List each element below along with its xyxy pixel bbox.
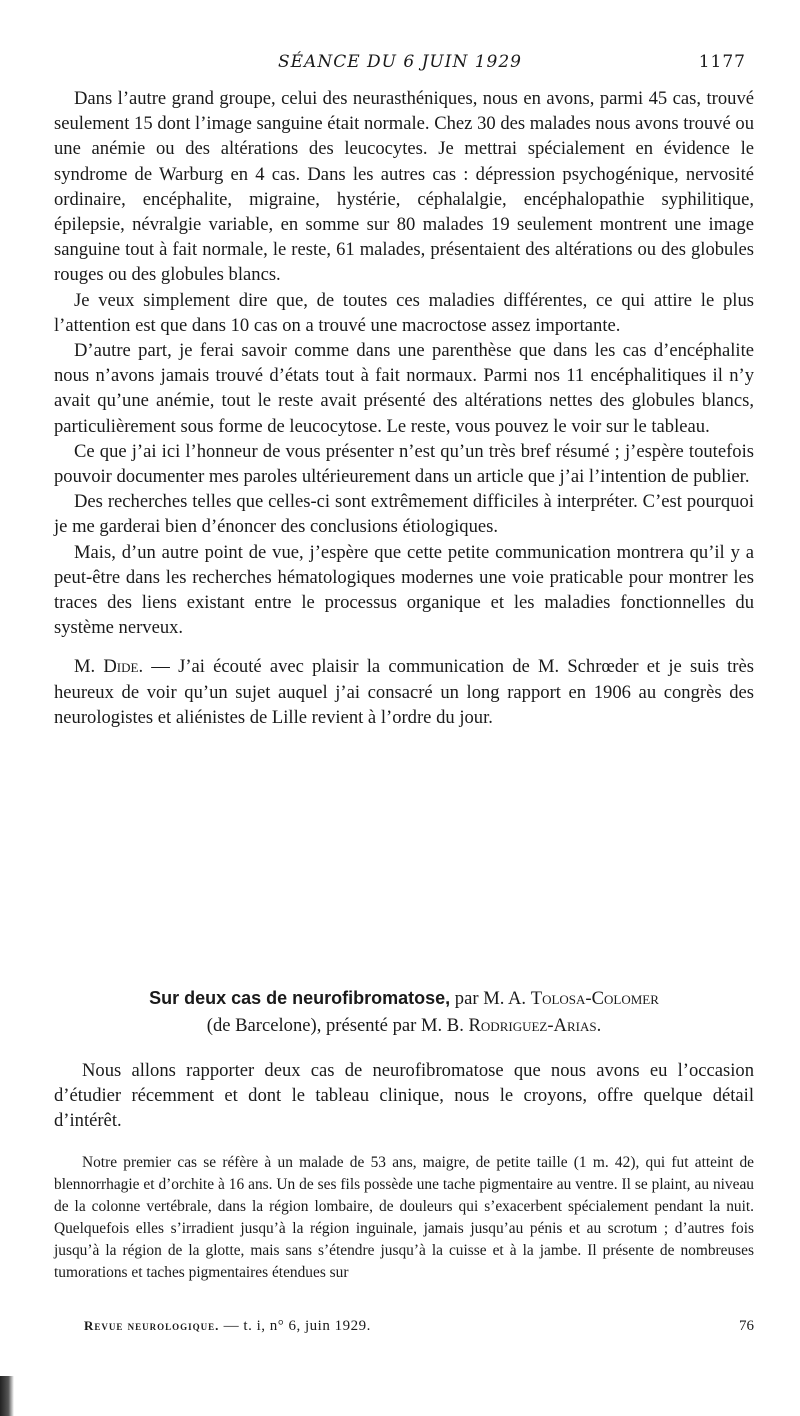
article-by: par M. A. [450, 988, 531, 1009]
article-intro [54, 1058, 754, 1134]
article-subtitle-line [54, 1012, 754, 1039]
page-number: 1177 [698, 52, 746, 72]
article-title: Sur deux cas de neurofibromatose, [149, 988, 451, 1008]
paragraph: D’autre part, je ferai savoir comme dans une parenthèse que dans les cas d’encéphalite nous n’avons jamais trouvé d’états tout à fait normaux. Parmi nos 11 encéphalitiques il n’y avait qu’une anémie, tout le reste avait présenté des altérations nettes des globules blancs, particulièrement sous forme de leucocytose. Le reste, vous pouvez le voir sur le tableau. [54, 340, 754, 437]
dide-remark [54, 654, 754, 730]
paragraph: Dans l’autre grand groupe, celui des neurasthéniques, nous en avons, parmi 45 cas, trouvé seulement 15 dont l’image sanguine était normale. Chez 30 des malades nous avons trouvé ou une anémie ou des altérations des leucocytes. Je mettrai spécialement en évidence le syndrome de Warburg en 4 cas. Dans les autres cas : dépression psychogénique, nervosité ordinaire, encéphalite, migraine, hystérie, céphalalgie, encéphalopathie syphilitique, épilepsie, névralgie variable, en somme sur 80 malades 19 seulement montrent une image sanguine tout à fait normale, le reste, 61 malades, présentaient des altérations ou des globules rouges ou des globules blancs. [54, 88, 754, 286]
paragraph: Des recherches telles que celles-ci sont extrêmement difficiles à interpréter. C’est pourquoi je me garderai bien d’énoncer des conclusions étiologiques. [54, 491, 754, 538]
case-description [54, 1152, 754, 1284]
article-heading [54, 985, 754, 1039]
header-title: SÉANCE DU 6 JUIN 1929 [277, 52, 522, 72]
main-text [54, 86, 754, 730]
paragraph: Je veux simplement dire que, de toutes ces maladies différentes, ce qui attire le plus l’attention est que dans 10 cas on a trouvé une macroctose assez importante. [54, 289, 754, 336]
speaker-name: M. Dide. [74, 656, 144, 678]
paragraph: Ce que j’ai ici l’honneur de vous présenter n’est qu’un très bref résumé ; j’espère toutefois pouvoir documenter mes paroles ultérieurement dans un article que j’ai l’intention de publier. [54, 440, 754, 488]
sheet-number: 76 [739, 1318, 754, 1334]
paragraph: Mais, d’un autre point de vue, j’espère que cette petite communication montrera qu’il y a peut-être dans les recherches hématologiques modernes une voie praticable pour montrer les traces des liens existant entre le processus organique et les maladies fonctionnelles du système nerveux. [54, 541, 754, 639]
article-title-line [54, 985, 754, 1012]
presenter-name: Rodriguez-Arias [468, 1015, 597, 1036]
journal-issue: — t. i, n° 6, juin 1929. [219, 1318, 371, 1334]
running-header [44, 52, 756, 76]
author-name: Tolosa-Colomer [530, 988, 659, 1009]
journal-info [84, 1318, 371, 1335]
punctuation: . [596, 1015, 602, 1036]
paragraph: Notre premier cas se réfère à un malade de 53 ans, maigre, de petite taille (1 m. 42), qui fut atteint de blennorrhagie et d’orchite à 16 ans. Un de ses fils possède une tache pigmentaire au ventre. Il se plaint, au niveau de la colonne vertébrale, dans la région lombaire, de douleurs qui s’exacerbent spécialement pendant la nuit. Quelquefois elles s’irradient jusqu’à la région inguinale, jamais jusqu’au pénis et au scrotum ; d’autres fois jusqu’à la région de la glotte, mais sans s’étendre jusqu’à la cuisse et à la jambe. Il présente de nombreuses tumorations et taches pigmentaires étendues sur [54, 1154, 754, 1281]
journal-name: Revue neurologique. [84, 1318, 220, 1333]
dide-text: — J’ai écouté avec plaisir la communication de M. Schrœder et je suis très heureux de voir qu’un sujet auquel j’ai consacré un long rapport en 1906 au congrès des neurologistes et aliénistes de Lille revient à l’ordre du jour. [54, 656, 754, 728]
article-affiliation: (de Barcelone), présenté par M. B. [206, 1015, 469, 1036]
scan-edge-mark [0, 1376, 14, 1416]
page-footer [84, 1318, 754, 1340]
paragraph: Nous allons rapporter deux cas de neurofibromatose que nous avons eu l’occasion d’étudier récemment et dont le tableau clinique, nous le croyons, offre quelque détail d’intérêt. [54, 1060, 754, 1132]
